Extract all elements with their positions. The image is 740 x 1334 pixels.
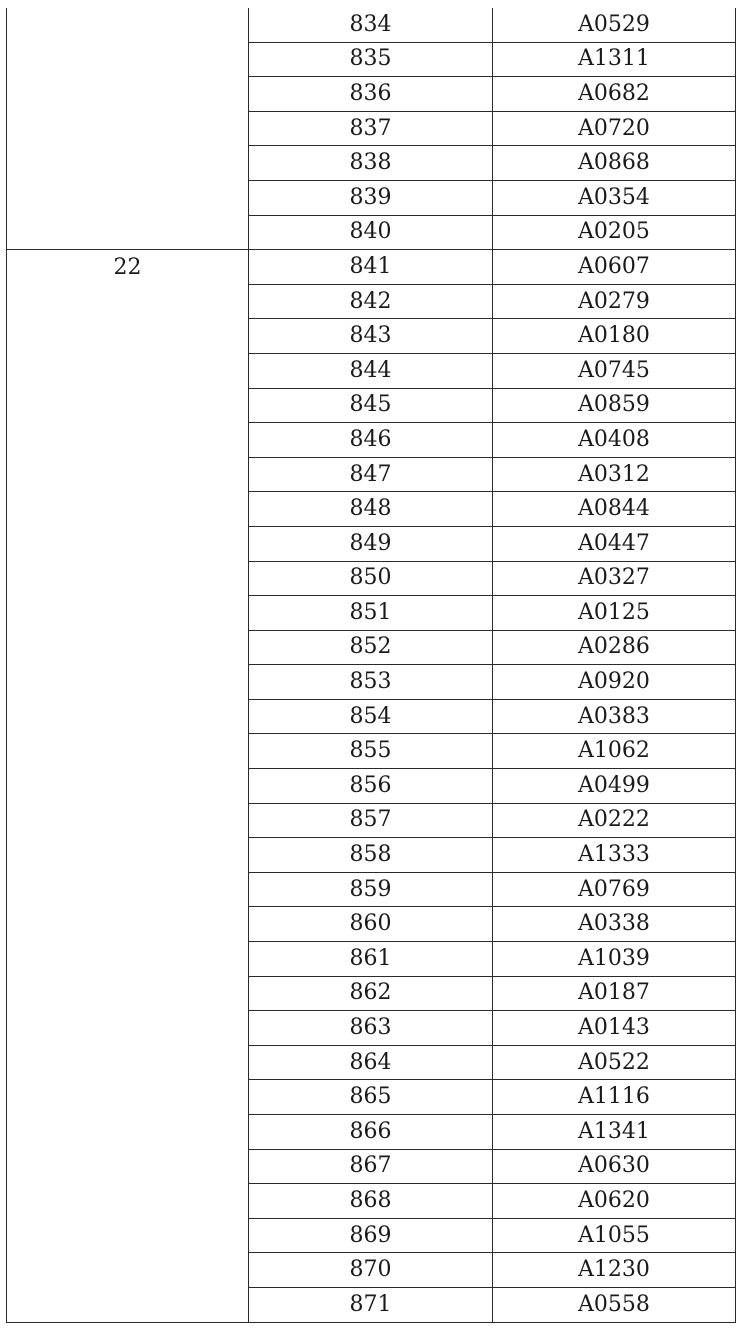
code-cell: A0180 [493, 319, 736, 354]
serial-number-cell: 840 [249, 215, 493, 250]
serial-number-cell: 836 [249, 77, 493, 112]
code-cell: A0522 [493, 1045, 736, 1080]
group-number-cell: 22 [7, 250, 249, 1322]
code-cell: A0630 [493, 1149, 736, 1184]
serial-number-cell: 861 [249, 942, 493, 977]
serial-number-cell: 852 [249, 630, 493, 665]
code-cell: A0769 [493, 872, 736, 907]
code-cell: A0222 [493, 803, 736, 838]
serial-number-cell: 849 [249, 526, 493, 561]
serial-number-cell: 870 [249, 1253, 493, 1288]
serial-number-cell: 838 [249, 146, 493, 181]
serial-number-cell: 847 [249, 457, 493, 492]
code-cell: A0383 [493, 699, 736, 734]
serial-number-cell: 863 [249, 1011, 493, 1046]
table-row [7, 8, 736, 42]
serial-number-cell: 857 [249, 803, 493, 838]
serial-number-cell: 865 [249, 1080, 493, 1115]
code-cell: A0499 [493, 769, 736, 804]
serial-number-cell: 858 [249, 838, 493, 873]
serial-number-cell: 871 [249, 1287, 493, 1322]
serial-number-cell: 868 [249, 1184, 493, 1219]
code-cell: A0920 [493, 665, 736, 700]
code-cell: A0125 [493, 596, 736, 631]
code-cell: A0143 [493, 1011, 736, 1046]
serial-number-cell: 834 [249, 8, 493, 42]
code-cell: A0408 [493, 423, 736, 458]
code-cell: A0868 [493, 146, 736, 181]
serial-number-cell: 842 [249, 284, 493, 319]
serial-number-cell: 860 [249, 907, 493, 942]
serial-number-cell: 856 [249, 769, 493, 804]
serial-number-cell: 866 [249, 1115, 493, 1150]
serial-number-cell: 862 [249, 976, 493, 1011]
table-body [7, 8, 736, 1322]
serial-number-cell: 835 [249, 42, 493, 77]
serial-number-cell: 867 [249, 1149, 493, 1184]
serial-number-cell: 855 [249, 734, 493, 769]
serial-number-cell: 846 [249, 423, 493, 458]
code-cell: A0529 [493, 8, 736, 42]
serial-number-cell: 850 [249, 561, 493, 596]
code-cell: A0607 [493, 250, 736, 285]
serial-number-cell: 845 [249, 388, 493, 423]
serial-number-cell: 837 [249, 111, 493, 146]
table-row [7, 250, 736, 285]
serial-number-cell: 859 [249, 872, 493, 907]
code-cell: A1333 [493, 838, 736, 873]
serial-number-cell: 843 [249, 319, 493, 354]
serial-number-cell: 864 [249, 1045, 493, 1080]
serial-number-cell: 844 [249, 353, 493, 388]
code-cell: A1341 [493, 1115, 736, 1150]
code-cell: A0327 [493, 561, 736, 596]
serial-number-cell: 841 [249, 250, 493, 285]
code-cell: A0286 [493, 630, 736, 665]
code-cell: A0859 [493, 388, 736, 423]
code-cell: A0558 [493, 1287, 736, 1322]
code-cell: A1055 [493, 1218, 736, 1253]
serial-number-cell: 839 [249, 180, 493, 215]
serial-number-cell: 869 [249, 1218, 493, 1253]
serial-number-cell: 851 [249, 596, 493, 631]
code-cell: A0447 [493, 526, 736, 561]
code-cell: A0682 [493, 77, 736, 112]
data-table [6, 8, 736, 1323]
code-cell: A0205 [493, 215, 736, 250]
code-cell: A0844 [493, 492, 736, 527]
code-cell: A0187 [493, 976, 736, 1011]
serial-number-cell: 854 [249, 699, 493, 734]
code-cell: A1116 [493, 1080, 736, 1115]
group-number-cell [7, 8, 249, 250]
code-cell: A0620 [493, 1184, 736, 1219]
code-cell: A0745 [493, 353, 736, 388]
code-cell: A0354 [493, 180, 736, 215]
serial-number-cell: 848 [249, 492, 493, 527]
code-cell: A1062 [493, 734, 736, 769]
code-cell: A0279 [493, 284, 736, 319]
code-cell: A0720 [493, 111, 736, 146]
code-cell: A1039 [493, 942, 736, 977]
code-cell: A0312 [493, 457, 736, 492]
code-cell: A0338 [493, 907, 736, 942]
serial-number-cell: 853 [249, 665, 493, 700]
code-cell: A1311 [493, 42, 736, 77]
code-cell: A1230 [493, 1253, 736, 1288]
